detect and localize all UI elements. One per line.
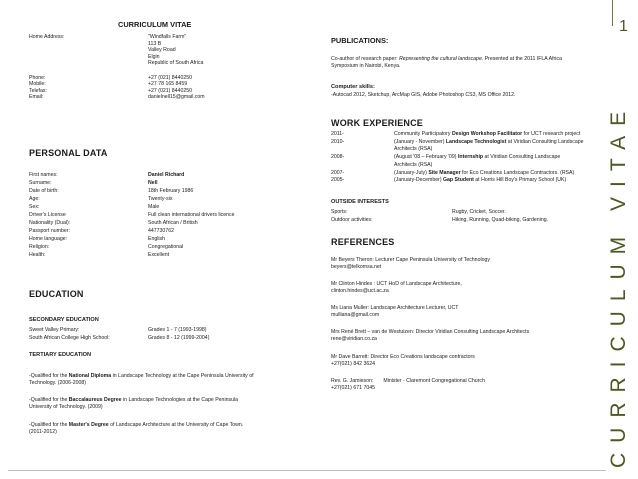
personal-label: Date of birth: bbox=[29, 188, 59, 194]
work-pre: (January-July) bbox=[394, 169, 429, 176]
interest-label: Sports: bbox=[331, 209, 348, 215]
personal-label: Driver's License bbox=[29, 212, 66, 218]
reference-name: Ms Liana Muller: Landscape Architecture Lecturer, UCT bbox=[331, 305, 459, 311]
publication-pre: Co-author of research paper: bbox=[331, 56, 400, 62]
work-pre: Community Participatory bbox=[394, 131, 452, 137]
school-name: South African College High School: bbox=[29, 334, 110, 341]
references-heading: REFERENCES bbox=[331, 237, 395, 247]
publications-heading: PUBLICATIONS: bbox=[331, 36, 389, 45]
work-line2: Architects (RSA) bbox=[394, 146, 433, 152]
contact-label: Phone: bbox=[29, 74, 46, 81]
contact-value: "Windfalls Farm" bbox=[148, 34, 187, 40]
tertiary-qualification: National Diploma bbox=[68, 373, 112, 379]
tertiary-qualification: Baccalaureus Degree bbox=[68, 397, 122, 403]
work-pre: (January - November) bbox=[394, 138, 446, 145]
page-number: 1 bbox=[619, 18, 628, 35]
reference-contact: +27(021) 671 7045 bbox=[331, 384, 375, 391]
reference-entry bbox=[331, 305, 458, 318]
contact-label: Mobile: bbox=[29, 81, 46, 87]
work-year: 2005- bbox=[331, 177, 345, 183]
work-role: Site Manager bbox=[428, 169, 461, 176]
reference-contact[interactable]: beyers@telkomsa.net bbox=[331, 263, 382, 270]
reference-name: Mr Dave Barrett: Director Eco Creations landscape contractors bbox=[331, 354, 475, 360]
page-title: CURRICULUM VITAE bbox=[118, 20, 192, 29]
contact-value: Valley Road bbox=[148, 47, 176, 53]
personal-data-heading: PERSONAL DATA bbox=[29, 148, 108, 158]
reference-name: Mrs René Brett – van de Westuizen: Director Viridian Consulting Landscape Architects bbox=[331, 329, 530, 335]
reference-entry bbox=[331, 354, 475, 367]
reference-contact[interactable]: rene@viridian.co.za bbox=[331, 335, 377, 342]
reference-entry bbox=[331, 329, 529, 342]
tertiary-qualification: Master's Degree bbox=[68, 422, 109, 428]
tertiary-post: in Landscape Technology at the Cape Peninsula University of bbox=[111, 373, 254, 379]
personal-value: Congregational bbox=[148, 244, 184, 250]
personal-label: Sex: bbox=[29, 204, 40, 210]
contact-value: 113 B bbox=[148, 40, 162, 47]
publication-title: Representing the cultural landscape bbox=[399, 56, 482, 62]
personal-value: Male bbox=[148, 204, 160, 210]
contact-label: Email: bbox=[29, 94, 44, 100]
school-name: Sweet Valley Primary: bbox=[29, 327, 80, 333]
work-role: Internship bbox=[457, 154, 484, 160]
contact-value: +27 (021) 8440250 bbox=[148, 74, 192, 81]
personal-label: Age: bbox=[29, 196, 40, 202]
contact-value: Elgin bbox=[148, 53, 160, 60]
work-year: 2008- bbox=[331, 154, 345, 160]
reference-name: Mr Beyers Theron: Lecturer Cape Peninsula University of Technology bbox=[331, 257, 490, 263]
work-year: 2007- bbox=[331, 169, 345, 176]
work-pre: (January-December) bbox=[394, 177, 444, 183]
school-grades: Grades 8 - 12 (1999-2004) bbox=[148, 334, 210, 341]
top-vertical-rule bbox=[612, 0, 613, 26]
personal-value: Full clean international drivers licence bbox=[148, 212, 235, 218]
personal-label: Religion: bbox=[29, 244, 50, 250]
interest-label: Outdoor activities: bbox=[331, 216, 373, 223]
tertiary-pre: -Qualified for the bbox=[29, 422, 69, 428]
work-post: for Eco Creations Landscape Contractors. (RSA) bbox=[460, 169, 575, 176]
side-title: CURRICULUM VITAE bbox=[607, 101, 630, 468]
publication-entry bbox=[331, 56, 562, 69]
contact-label: Telefax: bbox=[29, 87, 47, 94]
tertiary-line2: University of Technology. (2009) bbox=[29, 403, 103, 410]
work-line2: Architects (RSA) bbox=[394, 161, 433, 168]
interest-value: Hiking, Running, Quad-biking, Gardening. bbox=[452, 216, 549, 223]
tertiary-post: of Landscape Architecture at the University of Cape Town. bbox=[108, 422, 244, 428]
personal-label: Health: bbox=[29, 252, 46, 258]
personal-value: Daniel Richard bbox=[148, 172, 185, 178]
school-grades: Grades 1 - 7 (1993-1998) bbox=[148, 327, 207, 333]
secondary-education-heading: SECONDARY EDUCATION bbox=[29, 317, 99, 323]
personal-label: Passport number: bbox=[29, 228, 70, 234]
computer-skills-text: -Autocad 2012, Sketchup, ArcMap GIS, Adobe Photoshop CS3, MS Office 2012. bbox=[331, 92, 516, 98]
personal-value: Nell bbox=[148, 180, 158, 186]
personal-value: 18th February 1986 bbox=[148, 188, 194, 194]
computer-skills-heading: Computer skills: bbox=[331, 84, 375, 90]
interest-value: Rugby, Cricket, Soccer. bbox=[452, 209, 506, 215]
personal-label: Home language: bbox=[29, 236, 68, 242]
tertiary-line2: Technology. (2006-2008) bbox=[29, 379, 87, 386]
work-pre: (August '08 – February '09) bbox=[394, 154, 458, 160]
tertiary-pre: -Qualified for the bbox=[29, 397, 69, 403]
contact-value: +27 (021) 8440250 bbox=[148, 87, 192, 94]
tertiary-item bbox=[29, 373, 254, 386]
work-role: Design Workshop Facilitator bbox=[451, 131, 523, 137]
reference-entry bbox=[331, 378, 485, 391]
bottom-rule bbox=[8, 470, 606, 471]
personal-label: Surname: bbox=[29, 180, 52, 186]
work-post: at Viridian Consulting Landscape bbox=[506, 138, 584, 145]
reference-entry bbox=[331, 281, 462, 294]
work-role: Gap Student bbox=[443, 177, 474, 183]
reference-name: Rev. G. Jamieson: Minister - Claremont Congregational Church bbox=[331, 378, 485, 384]
contact-value: Republic of South Africa bbox=[148, 60, 204, 66]
reference-contact[interactable]: clinton.hindes@uct.ac.za bbox=[331, 287, 389, 294]
reference-contact[interactable]: mulliana@gmail.com bbox=[331, 311, 380, 318]
tertiary-post: in Landscape Technologies at the Cape Peninsula bbox=[121, 397, 238, 403]
reference-contact: +27(021) 842 3624 bbox=[331, 360, 375, 367]
work-post: at Viridian Consulting Landscape bbox=[483, 154, 561, 160]
reference-entry bbox=[331, 257, 490, 270]
personal-label: Nationality (Dual): bbox=[29, 220, 71, 226]
contact-label: Home Address: bbox=[29, 34, 65, 40]
publication-line2: Symposium in Nairobi, Kenya. bbox=[331, 62, 401, 69]
personal-value: English bbox=[148, 236, 166, 242]
personal-label: First names: bbox=[29, 172, 58, 178]
work-role: Landscape Technologist bbox=[445, 138, 507, 145]
tertiary-line2: (2011-2012) bbox=[29, 428, 57, 435]
tertiary-item bbox=[29, 397, 238, 410]
publication-post: . Presented at the 2011 IFLA Africa bbox=[481, 56, 562, 62]
contact-value: +27 78 165 8459 bbox=[148, 81, 188, 87]
reference-name: Mr Clinton Hindes : UCT HoD of Landscape Architecture, bbox=[331, 281, 462, 287]
tertiary-item bbox=[29, 422, 243, 435]
personal-value: Twenty-six bbox=[148, 196, 173, 202]
email-link[interactable]: danielnell15@gmail.com bbox=[148, 94, 205, 100]
education-heading: EDUCATION bbox=[29, 289, 84, 299]
tertiary-pre: -Qualified for the bbox=[29, 373, 69, 379]
work-experience-heading: WORK EXPERIENCE bbox=[331, 118, 424, 128]
work-post: for UCT research project bbox=[522, 131, 581, 137]
personal-value: South African / British bbox=[148, 220, 198, 226]
work-year: 2010- bbox=[331, 138, 345, 145]
outside-interests-heading: OUTSIDE INTERESTS bbox=[331, 199, 389, 205]
tertiary-education-heading: TERTIARY EDUCATION bbox=[29, 352, 92, 358]
work-post: at Horris Hill Boy's Primary School (UK) bbox=[473, 177, 567, 183]
work-year: 2011- bbox=[331, 131, 344, 137]
personal-value: 447730762 bbox=[148, 228, 174, 234]
personal-value: Excellent bbox=[148, 252, 170, 258]
